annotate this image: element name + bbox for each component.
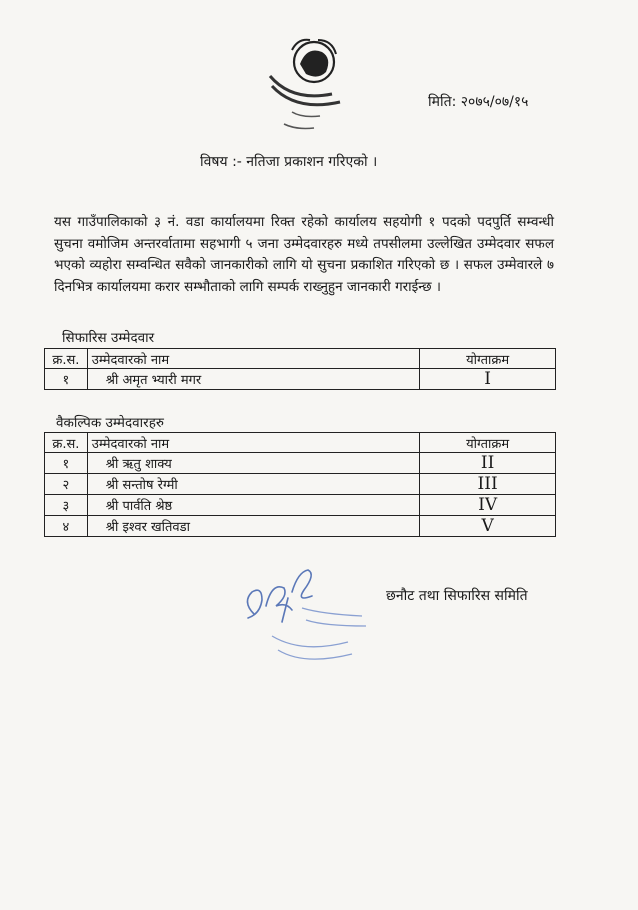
row-name: श्री अमृत भ्यारी मगर: [87, 369, 420, 390]
table-row: [45, 495, 556, 516]
signature-stamp: [232, 562, 382, 692]
row-name: श्री ऋतु शाक्य: [87, 453, 420, 474]
date-label: मिति: २०७५/०७/१५: [428, 94, 529, 110]
municipality-seal-logo: [262, 32, 362, 132]
committee-name: छनौट तथा सिफारिस समिति: [386, 588, 528, 604]
row-name: श्री सन्तोष रेग्मी: [87, 474, 420, 495]
column-header-sn: क्र.स.: [45, 349, 88, 369]
column-header-name: उम्मेदवारको नाम: [87, 433, 420, 453]
alternate-candidates-table: [44, 432, 556, 537]
row-rank: V: [420, 516, 556, 537]
table-row: [45, 474, 556, 495]
row-rank: III: [420, 474, 556, 495]
row-name: श्री इश्वर खतिवडा: [87, 516, 420, 537]
recommended-candidate-title: सिफारिस उम्मेदवार: [62, 330, 155, 346]
row-rank: II: [420, 453, 556, 474]
row-sn: ३: [45, 495, 88, 516]
notice-body: यस गाउँपालिकाको ३ नं. वडा कार्यालयमा रिक्त रहेको कार्यालय सहयोगी १ पदको पदपुर्ति सम्वन्धी सुचना वमोजिम अन्तरर्वातामा सहभागी ५ जना उम्मेदवारहरु मध्ये तपसीलमा उल्लेखित उम्मेदवार सफल भएको व्यहोरा सम्वन्धित सवैको जानकारीको लागि यो सुचना प्रकाशित गरिएको छ । सफल उम्मेवारले ७ दिनभित्र कार्यालयमा करार सम्भौताको लागि सम्पर्क राख्नुहुन जानकारी गराईन्छ ।: [54, 214, 554, 295]
table-row: [45, 516, 556, 537]
table-header-row: [45, 433, 556, 453]
alternate-candidates-title: वैकल्पिक उम्मेदवारहरु: [56, 415, 164, 431]
table-row: [45, 369, 556, 390]
row-rank: IV: [420, 495, 556, 516]
row-sn: २: [45, 474, 88, 495]
row-name: श्री पार्वति श्रेष्ठ: [87, 495, 420, 516]
row-sn: १: [45, 369, 88, 390]
row-sn: १: [45, 453, 88, 474]
column-header-sn: क्र.स.: [45, 433, 88, 453]
column-header-rank: योग्ताक्रम: [420, 349, 556, 369]
subject-line: विषय :- नतिजा प्रकाशन गरिएको ।: [200, 154, 378, 170]
column-header-name: उम्मेदवारको नाम: [87, 349, 420, 369]
row-rank: I: [420, 369, 556, 390]
table-header-row: [45, 349, 556, 369]
row-sn: ४: [45, 516, 88, 537]
table-row: [45, 453, 556, 474]
recommended-candidate-table: [44, 348, 556, 390]
column-header-rank: योग्ताक्रम: [420, 433, 556, 453]
